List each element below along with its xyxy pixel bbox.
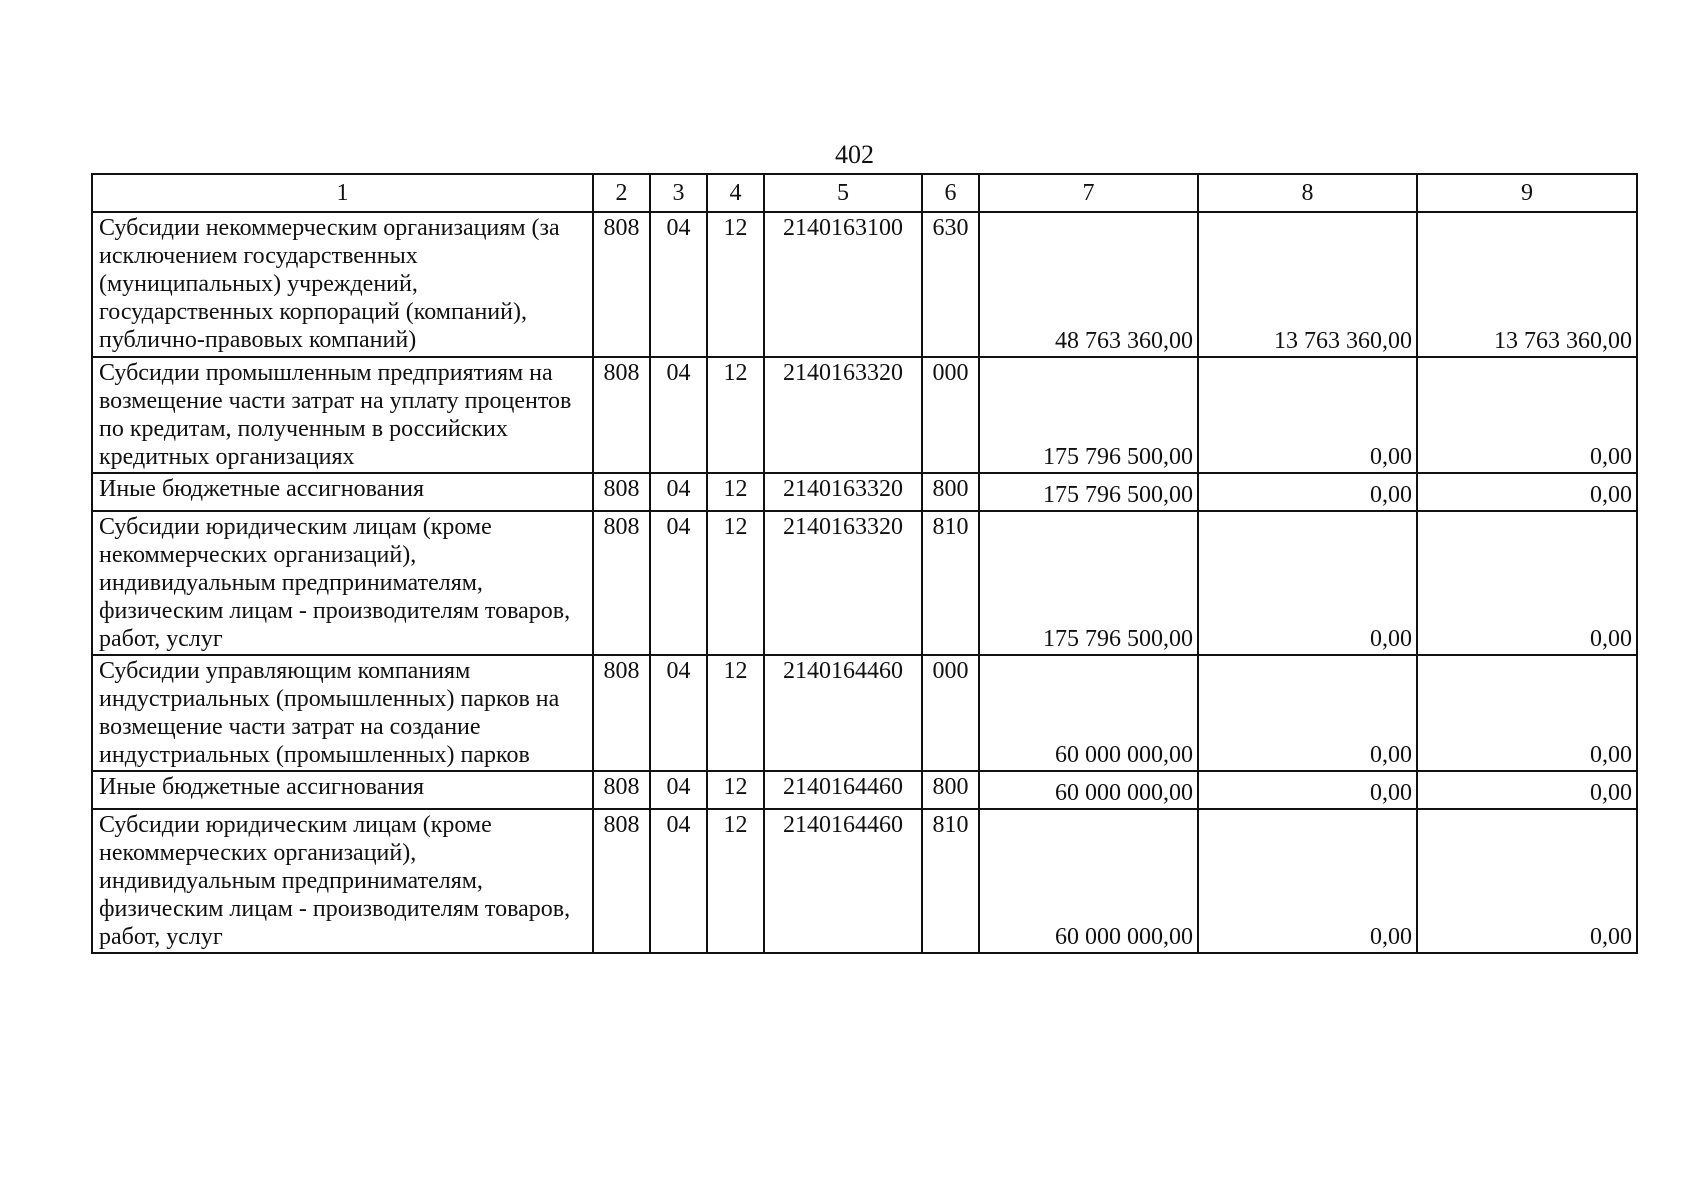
amount-col-8: 0,00 xyxy=(1198,357,1417,473)
row-name: Субсидии юридическим лицам (кроме некоммерческих организаций), индивидуальным предпринимателям, физическим лицам - производителям товаров, работ, услуг xyxy=(92,809,593,953)
budget-table xyxy=(91,173,1638,954)
ministry-code: 808 xyxy=(593,473,650,511)
amount-col-8: 0,00 xyxy=(1198,511,1417,655)
section-code: 04 xyxy=(650,473,707,511)
row-name: Иные бюджетные ассигнования xyxy=(92,771,593,809)
column-header: 7 xyxy=(979,174,1198,212)
amount-col-9: 0,00 xyxy=(1417,511,1637,655)
expense-type-code: 810 xyxy=(922,809,979,953)
column-header: 1 xyxy=(92,174,593,212)
amount-col-8: 0,00 xyxy=(1198,473,1417,511)
row-name: Иные бюджетные ассигнования xyxy=(92,473,593,511)
expense-type-code: 000 xyxy=(922,357,979,473)
ministry-code: 808 xyxy=(593,655,650,771)
amount-col-7: 60 000 000,00 xyxy=(979,771,1198,809)
ministry-code: 808 xyxy=(593,357,650,473)
section-code: 04 xyxy=(650,357,707,473)
column-header: 6 xyxy=(922,174,979,212)
amount-col-7: 175 796 500,00 xyxy=(979,511,1198,655)
row-name: Субсидии юридическим лицам (кроме некоммерческих организаций), индивидуальным предпринимателям, физическим лицам - производителям товаров, работ, услуг xyxy=(92,511,593,655)
row-name: Субсидии некоммерческим организациям (за исключением государственных (муниципальных) учреждений, государственных корпораций (компаний), публично-правовых компаний) xyxy=(92,212,593,357)
row-name: Субсидии промышленным предприятиям на возмещение части затрат на уплату процентов по кредитам, полученным в российских кредитных организациях xyxy=(92,357,593,473)
expense-type-code: 800 xyxy=(922,771,979,809)
section-code: 04 xyxy=(650,212,707,357)
amount-col-8: 0,00 xyxy=(1198,771,1417,809)
amount-col-9: 0,00 xyxy=(1417,357,1637,473)
column-header: 8 xyxy=(1198,174,1417,212)
column-header: 9 xyxy=(1417,174,1637,212)
amount-col-7: 175 796 500,00 xyxy=(979,473,1198,511)
target-article-code: 2140163320 xyxy=(764,473,922,511)
target-article-code: 2140164460 xyxy=(764,771,922,809)
expense-type-code: 800 xyxy=(922,473,979,511)
ministry-code: 808 xyxy=(593,212,650,357)
table-row xyxy=(92,809,1637,953)
column-header: 4 xyxy=(707,174,764,212)
subsection-code: 12 xyxy=(707,212,764,357)
amount-col-8: 13 763 360,00 xyxy=(1198,212,1417,357)
target-article-code: 2140163100 xyxy=(764,212,922,357)
table-row xyxy=(92,511,1637,655)
table-row xyxy=(92,771,1637,809)
column-header: 2 xyxy=(593,174,650,212)
ministry-code: 808 xyxy=(593,809,650,953)
row-name: Субсидии управляющим компаниям индустриальных (промышленных) парков на возмещение части затрат на создание индустриальных (промышленных) парков xyxy=(92,655,593,771)
section-code: 04 xyxy=(650,809,707,953)
target-article-code: 2140164460 xyxy=(764,809,922,953)
subsection-code: 12 xyxy=(707,771,764,809)
amount-col-8: 0,00 xyxy=(1198,809,1417,953)
section-code: 04 xyxy=(650,511,707,655)
target-article-code: 2140163320 xyxy=(764,357,922,473)
table-row xyxy=(92,655,1637,771)
amount-col-7: 60 000 000,00 xyxy=(979,809,1198,953)
section-code: 04 xyxy=(650,771,707,809)
table-row xyxy=(92,212,1637,357)
column-header: 5 xyxy=(764,174,922,212)
page-number: 402 xyxy=(835,140,874,169)
target-article-code: 2140163320 xyxy=(764,511,922,655)
subsection-code: 12 xyxy=(707,655,764,771)
expense-type-code: 630 xyxy=(922,212,979,357)
subsection-code: 12 xyxy=(707,511,764,655)
expense-type-code: 810 xyxy=(922,511,979,655)
amount-col-8: 0,00 xyxy=(1198,655,1417,771)
table-row xyxy=(92,473,1637,511)
amount-col-9: 13 763 360,00 xyxy=(1417,212,1637,357)
target-article-code: 2140164460 xyxy=(764,655,922,771)
expense-type-code: 000 xyxy=(922,655,979,771)
table-row xyxy=(92,357,1637,473)
amount-col-7: 48 763 360,00 xyxy=(979,212,1198,357)
amount-col-9: 0,00 xyxy=(1417,473,1637,511)
subsection-code: 12 xyxy=(707,473,764,511)
ministry-code: 808 xyxy=(593,511,650,655)
table-header-row xyxy=(92,174,1637,212)
column-header: 3 xyxy=(650,174,707,212)
section-code: 04 xyxy=(650,655,707,771)
amount-col-7: 175 796 500,00 xyxy=(979,357,1198,473)
subsection-code: 12 xyxy=(707,809,764,953)
amount-col-7: 60 000 000,00 xyxy=(979,655,1198,771)
subsection-code: 12 xyxy=(707,357,764,473)
amount-col-9: 0,00 xyxy=(1417,809,1637,953)
amount-col-9: 0,00 xyxy=(1417,655,1637,771)
ministry-code: 808 xyxy=(593,771,650,809)
amount-col-9: 0,00 xyxy=(1417,771,1637,809)
